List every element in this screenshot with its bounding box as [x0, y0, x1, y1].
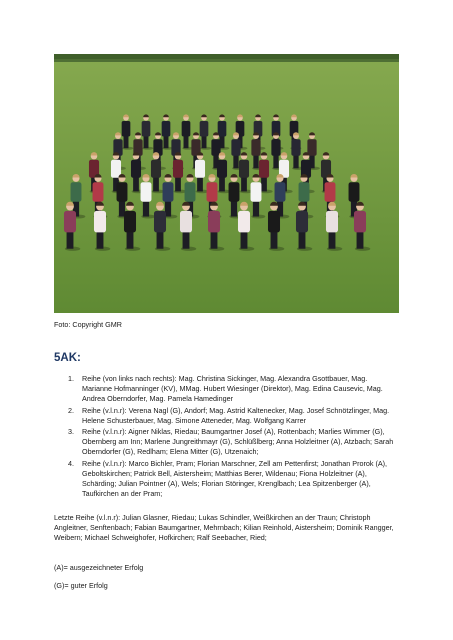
list-number: 4.: [68, 458, 74, 468]
list-text: Reihe (v.l.n.r): Marco Bichler, Pram; Florian Marschner, Zell am Pettenfirst; Jonathan Prorok (A), Geboltskirchen; Patrick Bell, Aistersheim; Matthias Berer, Wildenau; Fiona Holzleitner (A), Schärding; Julian Pointner (A), Wels; Florian Störinger, Krenglbach; Lea Spitzenberger (A), Taufkirchen an der Pram;: [82, 458, 388, 498]
list-item: [54, 459, 399, 499]
list-item: [54, 427, 399, 457]
row-list: [54, 374, 399, 500]
class-heading: 5AK:: [54, 352, 81, 364]
list-item: [54, 406, 399, 426]
last-row-paragraph: Letzte Reihe (v.l.n.r): Julian Glasner, Riedau; Lukas Schindler, Weißkirchen an der Traun; Christoph Angleitner, Senftenbach; Fabian Baumgartner, Mehrnbach; Kilian Reinhold, Aistersheim; Dominik Rangger, Weibern; Michael Schweighofer, Hofkirchen; Ralf Seebacher, Ried;: [54, 513, 394, 542]
list-text: Reihe (v.l.n.r): Aigner Niklas, Riedau; Baumgartner Josef (A), Rottenbach; Marlies Wimmer (G), Obernberg am Inn; Marlene Jungreithmayr (G), Schlüßlberg; Anna Holzleitner (A), Atzbach; Sarah Oberndorfer (G), Redlham; Elena Mitter (G), Utzenaich;: [82, 427, 394, 457]
list-item: [54, 374, 399, 404]
legend-good: (G)= guter Erfolg: [54, 581, 108, 590]
group-photo: [54, 54, 399, 313]
group-photo-illustration: [54, 54, 399, 313]
list-text: Reihe (von links nach rechts): Mag. Christina Sickinger, Mag. Alexandra Gsottbauer, Mag. Marianne Hofmanninger (KV), MMag. Hubert Wiesinger (Direktor), Mag. Edina Causevic, Mag. Andrea Oberndorfer, Mag. Pamela Hamedinger: [82, 374, 383, 403]
lawn: [54, 54, 399, 313]
photo-caption: Foto: Copyright GMR: [54, 320, 122, 329]
list-number: 2.: [68, 405, 74, 415]
list-number: 3.: [68, 427, 74, 437]
legend-excellent: (A)= ausgezeichneter Erfolg: [54, 563, 144, 572]
list-text: Reihe (v.l.n.r): Verena Nagl (G), Andorf; Mag. Astrid Kaltenecker, Mag. Josef Schnötzlinger, Mag. Helene Schusterbauer, Mag. Simone Atteneder, Mag. Wolfgang Karrer: [82, 405, 390, 425]
hedge: [54, 59, 399, 62]
list-number: 1.: [68, 374, 74, 383]
